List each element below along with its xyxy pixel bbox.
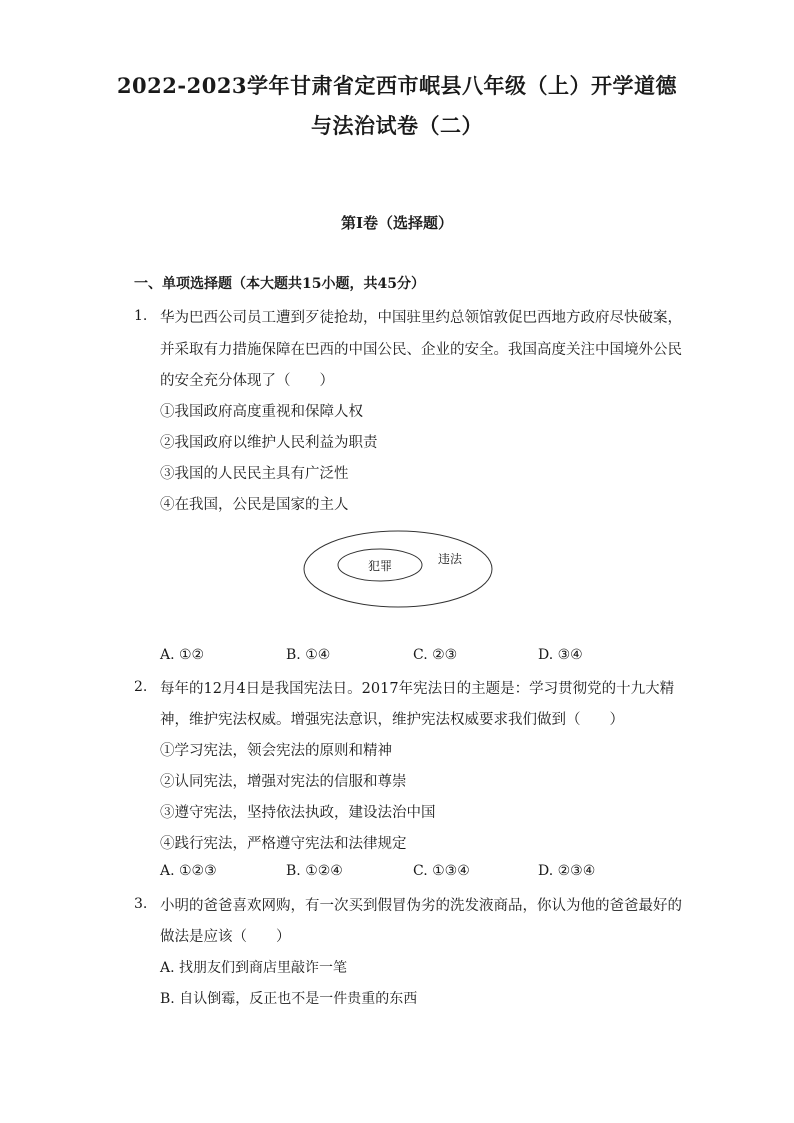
outer-ellipse-violation	[304, 531, 492, 607]
question-2-number: 2.	[134, 679, 148, 695]
question-1-statement: ④在我国，公民是国家的主人	[160, 497, 349, 513]
question-3-option-b[interactable]: B. 自认倒霉，反正也不是一件贵重的东西	[160, 991, 418, 1007]
part-title: 第I卷（选择题）	[340, 214, 454, 232]
question-3-stem-line: 小明的爸爸喜欢网购，有一次买到假冒伪劣的洗发液商品，你认为他的爸爸最好的	[160, 898, 682, 914]
question-2-statement: ①学习宪法，领会宪法的原则和精神	[160, 743, 392, 759]
question-1-stem-line: 华为巴西公司员工遭到歹徒抢劫，中国驻里约总领馆敦促巴西地方政府尽快破案，	[160, 310, 682, 326]
question-1-stem-line: 并采取有力措施保障在巴西的中国公民、企业的安全。我国高度关注中国境外公民	[160, 342, 682, 358]
question-1-statement: ③我国的人民民主具有广泛性	[160, 466, 349, 482]
question-1-stem-line: 的安全充分体现了（ ）	[160, 373, 334, 389]
question-2-statement: ③遵守宪法，坚持依法执政，建设法治中国	[160, 805, 436, 821]
question-1-statement: ②我国政府以维护人民利益为职责	[160, 435, 378, 451]
diagram-inner-label: 犯罪	[367, 559, 393, 573]
question-3-number: 3.	[134, 896, 148, 912]
question-1-statement: ①我国政府高度重视和保障人权	[160, 404, 363, 420]
question-1-number: 1.	[134, 308, 148, 324]
diagram-outer-label: 违法	[437, 552, 463, 566]
question-1-option-b[interactable]: B. ①④	[286, 647, 331, 663]
question-2-option-c[interactable]: C. ①③④	[413, 863, 470, 879]
exam-title-line-1: 2022-2023学年甘肃省定西市岷县八年级（上）开学道德	[116, 73, 678, 98]
question-1-option-d[interactable]: D. ③④	[538, 647, 583, 663]
question-2-option-d[interactable]: D. ②③④	[538, 863, 596, 879]
exam-title-line-2: 与法治试卷（二）	[311, 113, 483, 138]
question-2-stem-line: 每年的12月4日是我国宪法日。2017年宪法日的主题是：学习贯彻党的十九大精	[160, 681, 675, 697]
question-1-option-a[interactable]: A. ①②	[160, 647, 205, 663]
section-header: 一、单项选择题（本大题共15小题，共45分）	[134, 276, 425, 292]
question-2-stem-line: 神，维护宪法权威。增强宪法意识，维护宪法权威要求我们做到（ ）	[160, 712, 624, 728]
question-2-option-b[interactable]: B. ①②④	[286, 863, 343, 879]
question-2-statement: ④践行宪法，严格遵守宪法和法律规定	[160, 836, 407, 852]
question-2-statement: ②认同宪法，增强对宪法的信服和尊崇	[160, 774, 407, 790]
crime-violation-diagram	[302, 529, 494, 609]
question-2-option-a[interactable]: A. ①②③	[160, 863, 217, 879]
question-1-option-c[interactable]: C. ②③	[413, 647, 458, 663]
question-3-stem-line: 做法是应该（ ）	[160, 929, 291, 945]
question-3-option-a[interactable]: A. 找朋友们到商店里敲诈一笔	[160, 960, 348, 976]
